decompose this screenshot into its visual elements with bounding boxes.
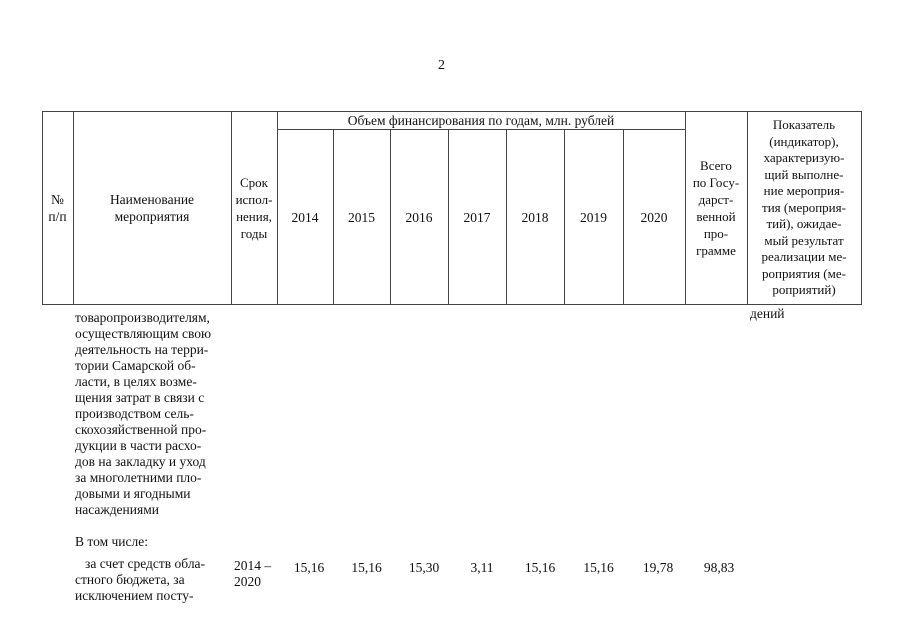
sub-description: за счет средств обла- стного бюджета, за исключением посту-: [75, 556, 206, 603]
value-2015: 15,16: [351, 560, 382, 575]
header-num: № п/п: [48, 192, 67, 224]
header-funding-title: Объем финансирования по годам, млн. рублей: [347, 112, 615, 128]
indicator-continuation: дений: [750, 306, 785, 321]
value-2018: 15,16: [524, 560, 556, 575]
header-year-2019: 2019: [580, 209, 607, 225]
header-indicator: Показатель (индикатор), характеризую- щий выполне- ние мероприя- тия (мероприя- тий), ожидае- мый результат реализации ме- роприятия (ме- роприятий): [761, 117, 847, 298]
value-2020: 19,78: [642, 560, 674, 575]
value-2019: 15,16: [583, 560, 614, 575]
table-header: [42, 111, 862, 305]
header-year-2014: 2014: [291, 209, 319, 225]
table-border: [861, 111, 862, 305]
header-year-2020: 2020: [640, 209, 668, 225]
header-term: Срок испол- нения, годы: [235, 175, 273, 241]
in-total-label: В том числе:: [75, 534, 148, 549]
header-year-2018: 2018: [521, 209, 549, 225]
header-year-2017: 2017: [463, 209, 491, 225]
header-year-2016: 2016: [405, 209, 433, 225]
header-year-2015: 2015: [348, 209, 375, 225]
value-2014: 15,16: [293, 560, 325, 575]
header-total: Всего по Госу- дарст- венной про- грамме: [692, 158, 740, 258]
value-2016: 15,30: [408, 560, 440, 575]
value-total: 98,83: [703, 560, 735, 575]
value-2017: 3,11: [470, 560, 494, 575]
measure-description: товаропроизводителям, осуществляющим свою деятельность на терри- тории Самарской об- ласти, в целях возме- щения затрат в связи с производством сель- скохозяйственной про- дукции в части расхо- дов на закладку и уход за многолетними пло- довыми и ягодными насаждениями: [75, 310, 212, 517]
header-name: Наименование мероприятия: [109, 192, 195, 224]
page-number: 2: [438, 58, 445, 73]
term-value: 2014 – 2020: [234, 558, 272, 589]
